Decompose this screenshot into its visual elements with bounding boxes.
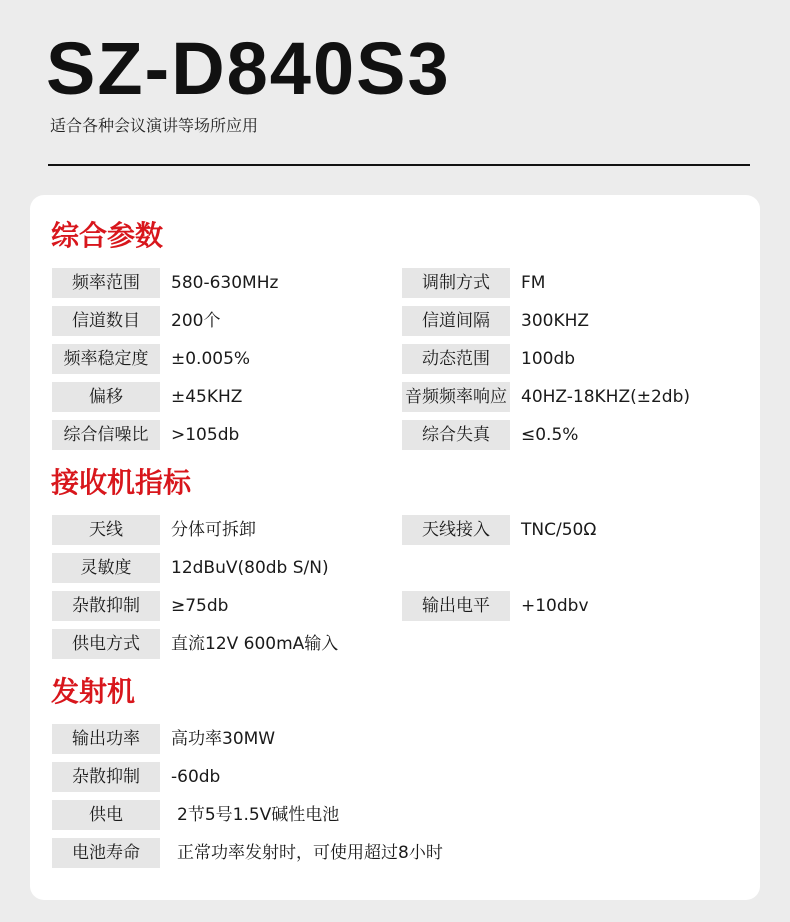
spec-value: TNC/50Ω — [521, 520, 597, 540]
spec-label: 偏移 — [52, 382, 160, 412]
spec-label: 输出电平 — [402, 591, 510, 621]
spec-value: ≤0.5% — [521, 425, 579, 445]
spec-value: 40HZ-18KHZ(±2db) — [521, 387, 691, 407]
header — [0, 0, 790, 180]
spec-value: 直流12V 600mA输入 — [171, 634, 339, 654]
spec-card — [30, 195, 760, 900]
spec-value: ±45KHZ — [171, 387, 243, 407]
spec-label: 天线接入 — [402, 515, 510, 545]
spec-value: 12dBuV(80db S/N) — [171, 558, 329, 578]
section-title-receiver: 接收机指标 — [51, 466, 192, 499]
spec-value: -60db — [171, 767, 221, 787]
spec-label: 供电 — [52, 800, 160, 830]
spec-label: 信道数目 — [52, 306, 160, 336]
spec-label: 调制方式 — [402, 268, 510, 298]
spec-value: ≥75db — [171, 596, 229, 616]
spec-label: 天线 — [52, 515, 160, 545]
spec-label: 音频频率响应 — [402, 382, 510, 412]
spec-label: 综合失真 — [402, 420, 510, 450]
spec-label: 动态范围 — [402, 344, 510, 374]
spec-label: 输出功率 — [52, 724, 160, 754]
spec-value: >105db — [171, 425, 240, 445]
spec-value: FM — [521, 273, 546, 293]
spec-label: 电池寿命 — [52, 838, 160, 868]
header-divider — [48, 164, 750, 166]
spec-value: +10dbv — [521, 596, 589, 616]
spec-label: 灵敏度 — [52, 553, 160, 583]
section-title-transmitter: 发射机 — [51, 675, 136, 708]
spec-value: 100db — [521, 349, 576, 369]
spec-label: 信道间隔 — [402, 306, 510, 336]
spec-value: ±0.005% — [171, 349, 251, 369]
spec-value: 分体可拆卸 — [171, 520, 256, 540]
spec-value: 580-630MHz — [171, 273, 279, 293]
spec-value: 2节5号1.5V碱性电池 — [177, 805, 340, 825]
page-subtitle: 适合各种会议演讲等场所应用 — [50, 116, 259, 135]
spec-label: 频率范围 — [52, 268, 160, 298]
section-title-general: 综合参数 — [51, 219, 164, 252]
spec-label: 综合信噪比 — [52, 420, 160, 450]
spec-label: 杂散抑制 — [52, 591, 160, 621]
spec-label: 频率稳定度 — [52, 344, 160, 374]
spec-value: 200个 — [171, 311, 221, 331]
spec-value: 300KHZ — [521, 311, 590, 331]
spec-label: 供电方式 — [52, 629, 160, 659]
page-title: SZ-D840S3 — [46, 27, 451, 110]
spec-label: 杂散抑制 — [52, 762, 160, 792]
spec-value: 正常功率发射时，可使用超过8小时 — [177, 843, 443, 863]
spec-value: 高功率30MW — [171, 729, 276, 749]
